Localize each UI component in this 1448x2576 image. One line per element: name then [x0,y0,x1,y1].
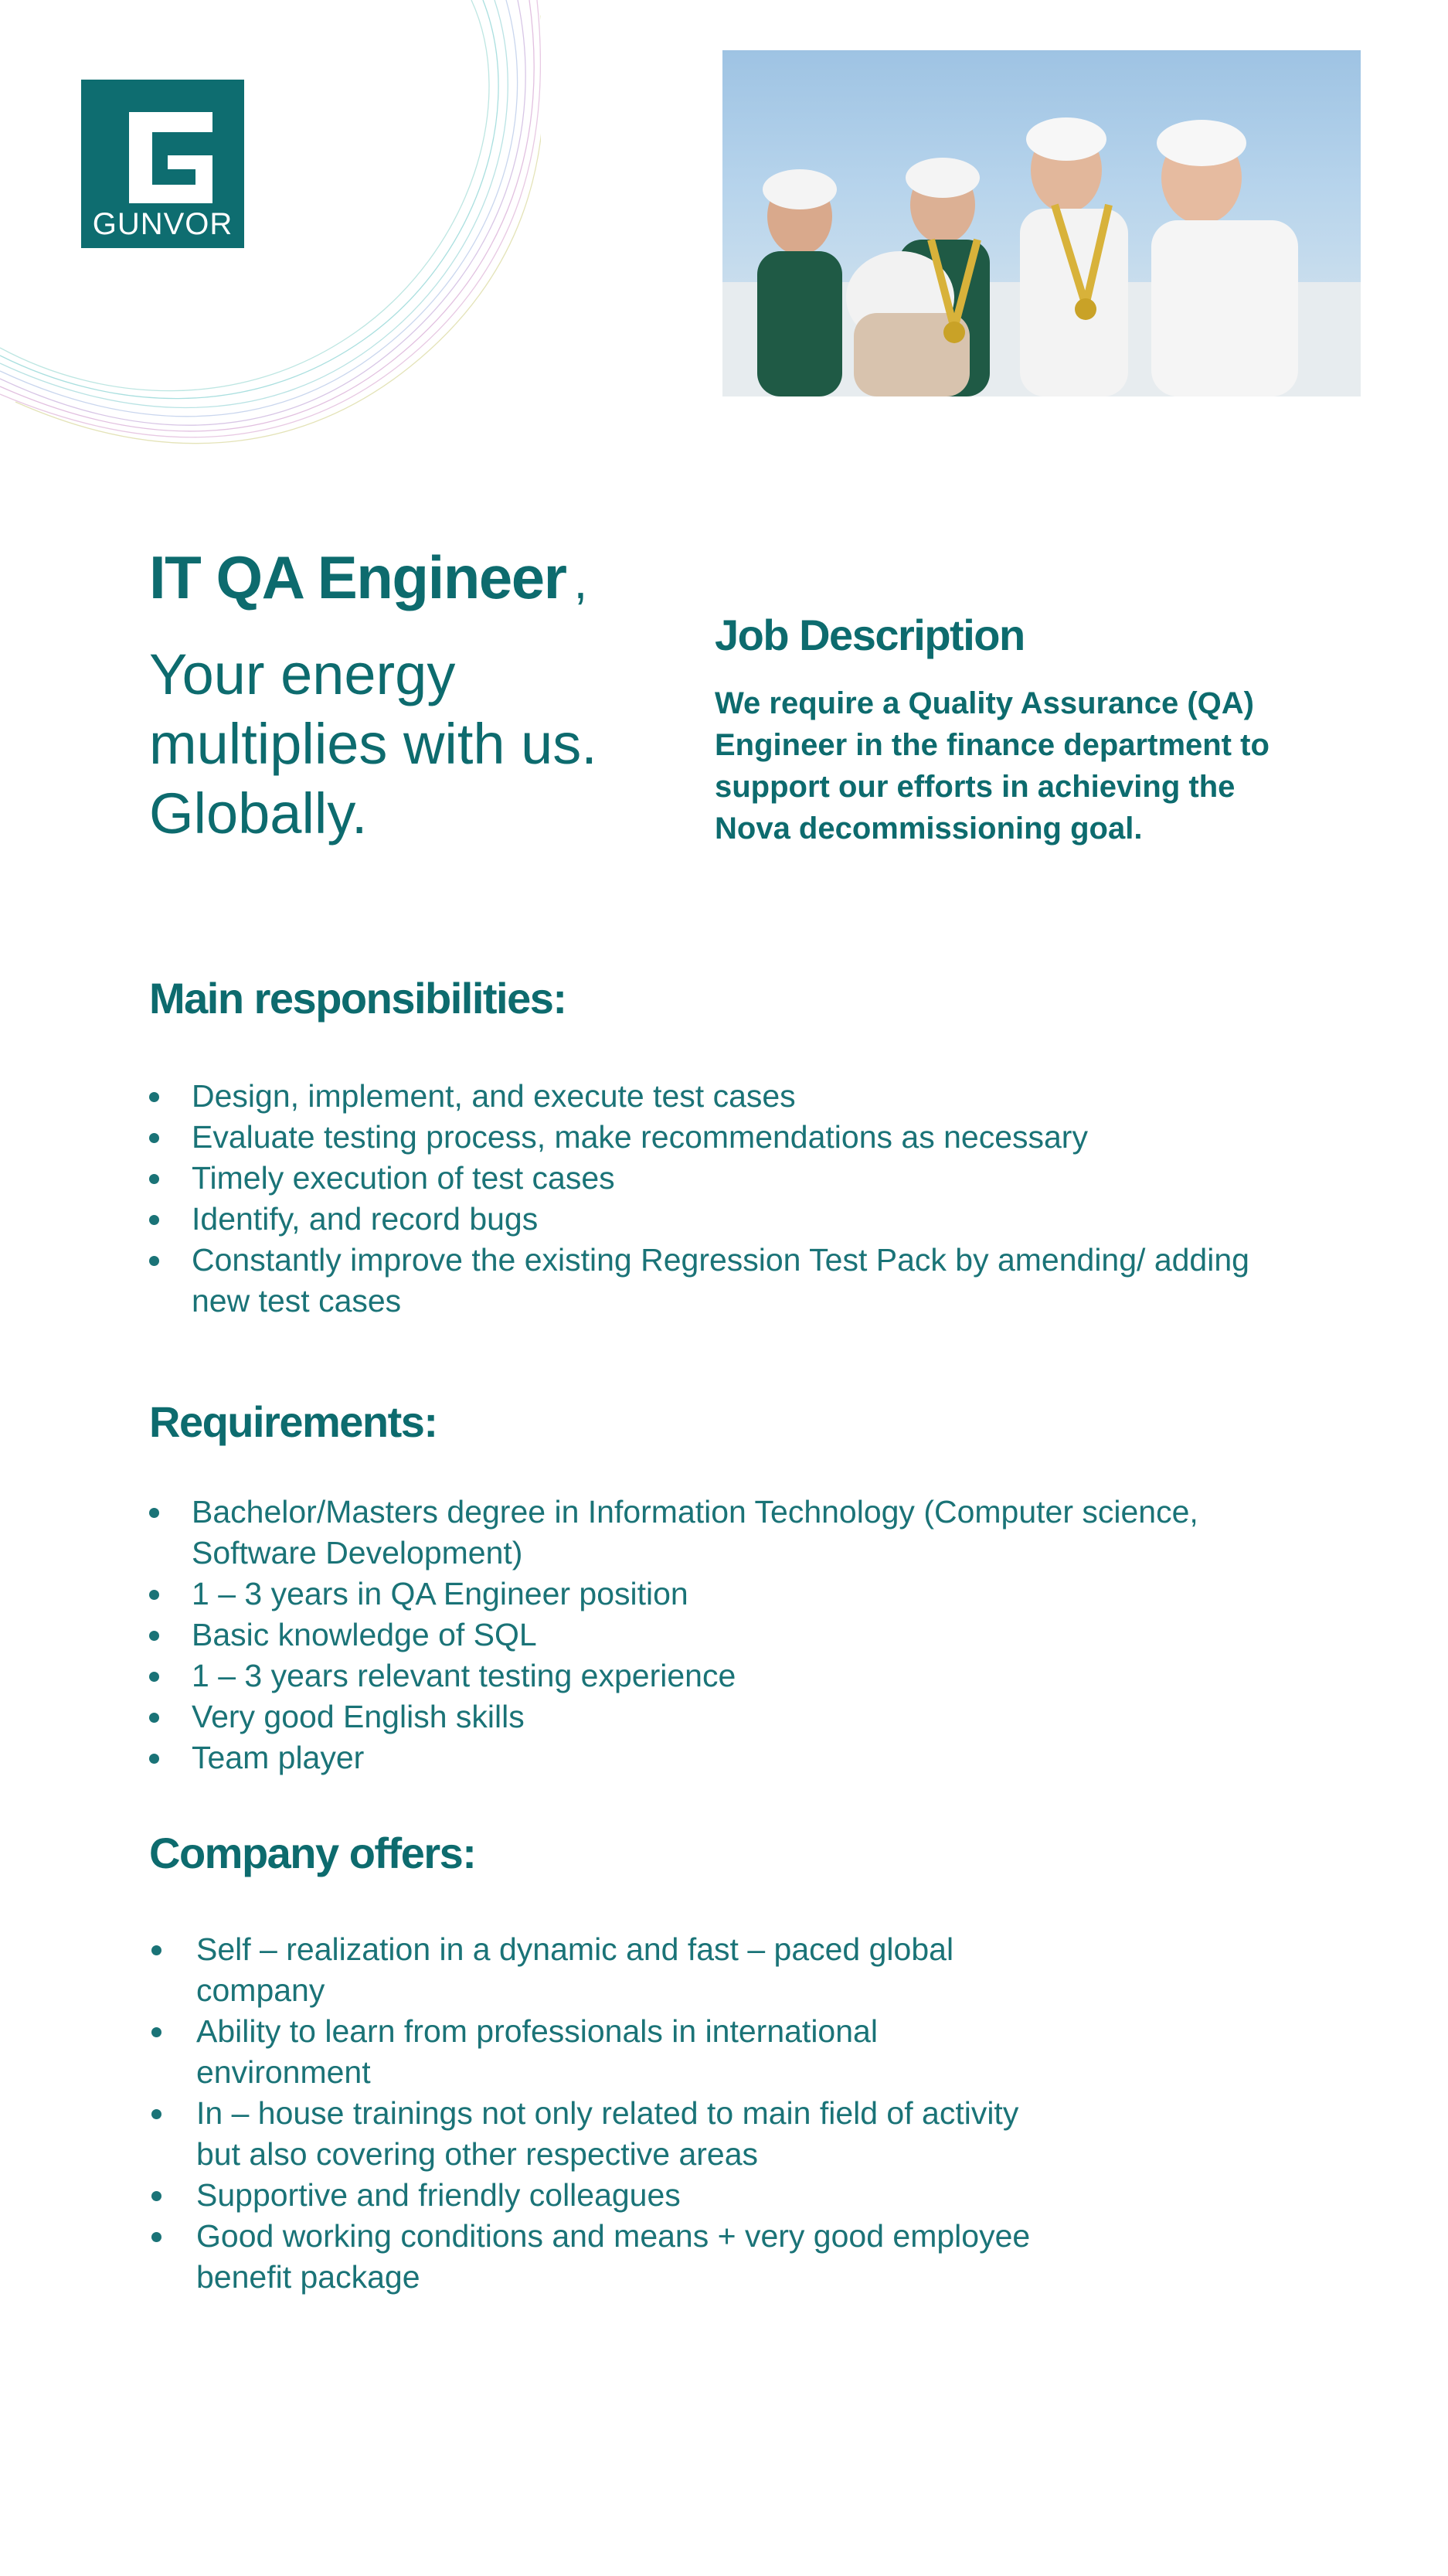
responsibilities-title: Main responsibilities: [149,974,566,1023]
company-offers-list [151,1929,1048,2298]
logo-text: GUNVOR [92,207,233,241]
list-item: In – house trainings not only related to main field of activity but also covering other respective areas [151,2093,1048,2175]
company-offers-title: Company offers: [149,1829,476,1877]
tagline-line: Your energy [149,642,456,706]
list-item: Ability to learn from professionals in international environment [151,2011,1048,2093]
job-description-body: We require a Quality Assurance (QA) Engineer in the finance department to support our efforts in achieving the Nova decommissioning goal. [715,686,1270,846]
list-item: Design, implement, and execute test cases [149,1076,1308,1117]
list-item: Good working conditions and means + very good employee benefit package [151,2216,1048,2298]
list-item: Basic knowledge of SQL [149,1615,1277,1656]
list-item: Team player [149,1737,1277,1778]
job-title-text: IT QA Engineer [149,543,566,611]
list-item: Evaluate testing process, make recommendations as necessary [149,1117,1308,1158]
job-title-comma: , [573,553,586,609]
list-item: Identify, and record bugs [149,1199,1308,1240]
list-item: 1 – 3 years relevant testing experience [149,1656,1277,1696]
responsibilities-list [149,1076,1308,1322]
team-photo-icon [722,50,1361,396]
gunvor-logo [81,80,244,248]
list-item: Timely execution of test cases [149,1158,1308,1199]
job-title [149,543,586,611]
list-item: Supportive and friendly colleagues [151,2175,1048,2216]
tagline-line: multiplies with us. [149,712,597,776]
tagline [149,640,705,849]
job-description-title: Job Description [715,611,1025,659]
tagline-line: Globally. [149,781,368,846]
list-item: Very good English skills [149,1696,1277,1737]
list-item: Self – realization in a dynamic and fast – paced global company [151,1929,1048,2011]
list-item: Constantly improve the existing Regression Test Pack by amending/ adding new test cases [149,1240,1289,1322]
list-item: 1 – 3 years in QA Engineer position [149,1574,1277,1615]
requirements-list [149,1492,1277,1778]
team-photo [722,50,1361,396]
list-item: Bachelor/Masters degree in Information Technology (Computer science, Software Development) [149,1492,1250,1574]
requirements-title: Requirements: [149,1397,437,1446]
